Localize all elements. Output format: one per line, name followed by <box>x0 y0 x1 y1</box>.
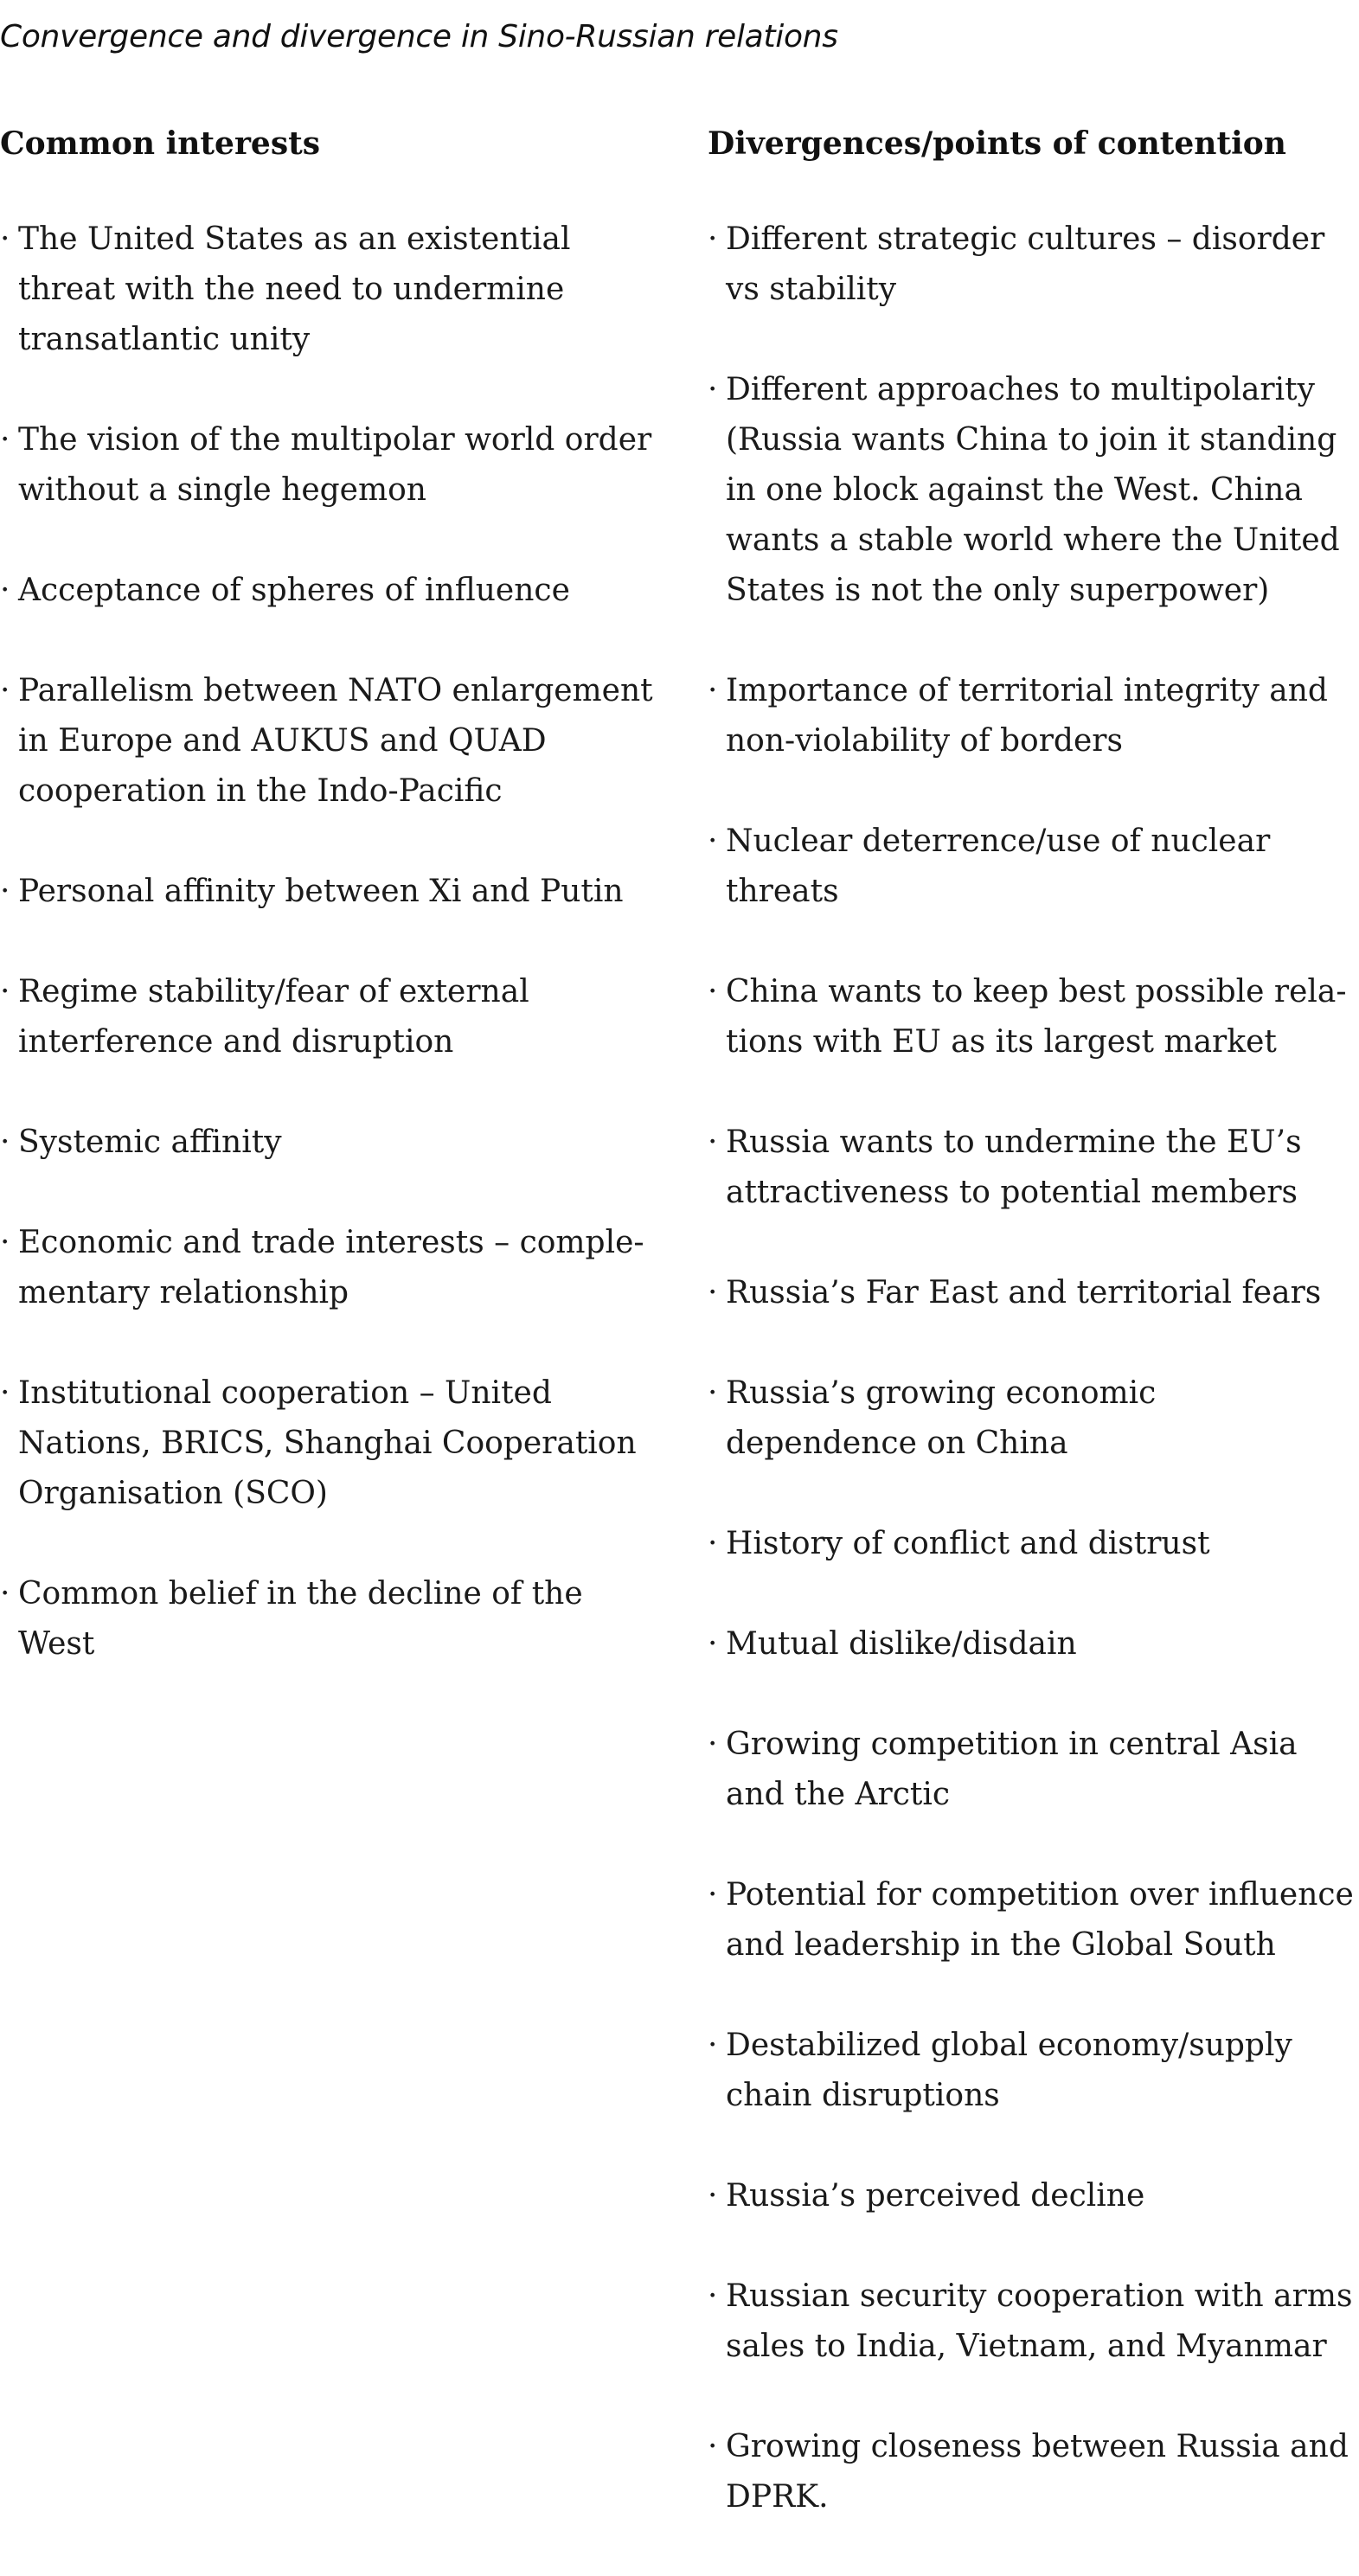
list-item: · Growing competition in central Asia and the Arctic <box>708 1720 1356 1820</box>
list-item: · Common belief in the decline of the West <box>0 1569 657 1669</box>
list-item: · Destabilized global economy/supply chain disruptions <box>708 2021 1356 2121</box>
list-item: · Russia’s growing economic dependence on China <box>708 1368 1356 1469</box>
list-item: · Economic and trade interests – complementary relationship <box>0 1218 657 1318</box>
list-item: · Different strategic cultures – disorder vs stability <box>708 215 1356 315</box>
list-item: · Russia’s perceived decline <box>708 2171 1356 2221</box>
list-item: · Acceptance of spheres of influence <box>0 566 657 616</box>
list-item: · Importance of territorial integrity and non-violability of borders <box>708 666 1356 766</box>
common-interests-column <box>0 123 657 1720</box>
common-interests-list <box>0 215 657 1669</box>
common-interests-heading: Common interests <box>0 125 320 162</box>
list-item: · Growing closeness between Russia and DPRK. <box>708 2422 1356 2522</box>
list-item: · China wants to keep best possible relations with EU as its largest market <box>708 967 1356 1067</box>
page-title: Convergence and divergence in Sino-Russian relations <box>0 19 838 54</box>
divergences-list <box>708 215 1356 2522</box>
list-item: · Potential for competition over influence and leadership in the Global South <box>708 1870 1356 1970</box>
list-item: · Personal affinity between Xi and Putin <box>0 867 657 917</box>
list-item: · Russia’s Far East and territorial fears <box>708 1268 1356 1318</box>
list-item: · Mutual dislike/disdain <box>708 1619 1356 1669</box>
divergences-column <box>708 123 1356 2573</box>
list-item: · The vision of the multipolar world order without a single hegemon <box>0 415 657 516</box>
list-item: · History of conflict and distrust <box>708 1519 1356 1569</box>
divergences-heading: Divergences/points of contention <box>708 125 1286 162</box>
list-item: · The United States as an existential threat with the need to undermine transatlantic unity <box>0 215 657 365</box>
list-item: · Regime stability/fear of external interference and disruption <box>0 967 657 1067</box>
list-item: · Russia wants to undermine the EU’s attractiveness to potential members <box>708 1118 1356 1218</box>
list-item: · Systemic affinity <box>0 1118 657 1168</box>
list-item: · Institutional cooperation – United Nations, BRICS, Shanghai Cooperation Organisation (SCO) <box>0 1368 657 1519</box>
list-item: · Different approaches to multipolarity (Russia wants China to join it standing in one block against the West. China wants a stable world where the United States is not the only superpower) <box>708 365 1356 616</box>
list-item: · Russian security cooperation with arms sales to India, Vietnam, and Myanmar <box>708 2272 1356 2372</box>
list-item: · Nuclear deterrence/use of nuclear threats <box>708 817 1356 917</box>
list-item: · Parallelism between NATO enlargement in Europe and AUKUS and QUAD cooperation in the Indo-Pacific <box>0 666 657 817</box>
